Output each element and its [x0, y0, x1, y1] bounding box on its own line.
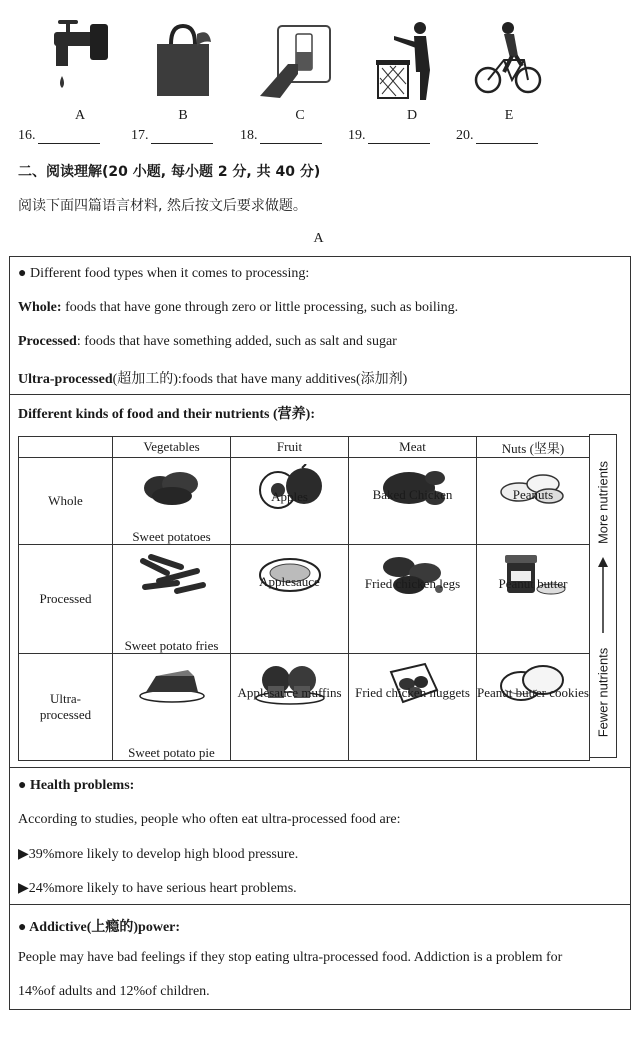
column-header-meat: Meat	[349, 437, 477, 458]
section-heading: 二、阅读理解(20 小题, 每小题 2 分, 共 40 分)	[18, 164, 321, 180]
health-point-heart: ▶24%more likely to have serious heart problems.	[18, 881, 297, 896]
blank-number-18: 18.	[240, 128, 258, 143]
food-peanut-butter: Peanut butter	[498, 576, 568, 591]
food-peanuts: Peanuts	[512, 487, 554, 502]
processed-term: Processed	[18, 334, 77, 349]
column-header-vegetables: Vegetables	[113, 437, 231, 458]
food-sweet-potato-pie: Sweet potato pie	[128, 745, 215, 760]
more-nutrients-label: More nutrients	[595, 460, 611, 545]
nutrients-table	[18, 436, 590, 761]
whole-def: foods that have gone through zero or little processing, such as boiling.	[61, 300, 459, 315]
section-instructions: 阅读下面四篇语言材料, 然后按文后要求做题。	[18, 198, 307, 214]
food-applesauce: Applesauce	[259, 574, 320, 589]
column-header-nuts: Nuts (坚果)	[477, 437, 590, 458]
passage-label: A	[313, 231, 324, 246]
table-corner	[19, 437, 113, 458]
nutrient-scale	[589, 434, 617, 758]
health-problems-box	[9, 767, 631, 905]
ultra-processed-def: (超加工的):foods that have many additives(添加剂)	[112, 372, 408, 387]
trash-bin-icon	[374, 20, 436, 102]
addictive-heading: ● Addictive(上瘾的)power:	[18, 920, 181, 935]
blank-number-20: 20.	[456, 128, 474, 143]
food-fried-chicken-nuggets: Fried chicken nuggets	[355, 685, 470, 700]
health-point-blood-pressure: ▶39%more likely to develop high blood pressure.	[18, 847, 299, 862]
light-switch-icon	[258, 24, 334, 102]
blank-number-19: 19.	[348, 128, 366, 143]
addictive-line-2: 14%of adults and 12%of children.	[18, 984, 210, 999]
blank-number-17: 17.	[131, 128, 149, 143]
column-header-fruit: Fruit	[231, 437, 349, 458]
whole-term: Whole:	[18, 300, 62, 315]
addictive-line-1: People may have bad feelings if they stop eating ultra-processed food. Addiction is a problem for	[18, 950, 563, 965]
processed-def: : foods that have something added, such as salt and sugar	[76, 334, 397, 349]
fewer-nutrients-label: Fewer nutrients	[595, 647, 611, 738]
nutrients-heading: Different kinds of food and their nutrients (营养):	[18, 407, 315, 422]
picture-label-b: B	[178, 108, 188, 123]
sweet-potato-pie-icon	[136, 660, 208, 704]
answer-blank-17[interactable]	[151, 129, 213, 144]
processing-intro: ● Different food types when it comes to processing:	[18, 266, 310, 281]
row-header-processed: Processed	[19, 545, 113, 654]
food-fried-chicken-legs: Fried chicken legs	[364, 576, 461, 591]
food-applesauce-muffins: Applesauce muffins	[237, 685, 342, 700]
sweet-potato-fries-icon	[137, 551, 207, 597]
row-header-whole: Whole	[19, 458, 113, 545]
bicycle-icon	[474, 20, 544, 100]
sweet-potatoes-icon	[140, 464, 204, 508]
food-peanut-butter-cookies: Peanut butter cookies	[477, 685, 589, 700]
picture-label-c: C	[295, 108, 305, 123]
whole-definition	[18, 300, 458, 316]
picture-label-a: A	[74, 108, 86, 123]
processed-definition	[18, 334, 397, 350]
food-sweet-potatoes: Sweet potatoes	[132, 529, 211, 544]
faucet-icon	[50, 20, 112, 96]
picture-label-d: D	[406, 108, 418, 123]
picture-label-e: E	[504, 108, 514, 123]
food-baked-chicken: Baked Chicken	[372, 487, 453, 502]
ultra-processed-term: Ultra-processed	[18, 372, 113, 387]
answer-blank-19[interactable]	[368, 129, 430, 144]
food-apples: Apples	[271, 489, 308, 504]
ultra-processed-definition	[18, 368, 407, 388]
addictive-power-box	[9, 904, 631, 1010]
answer-blank-20[interactable]	[476, 129, 538, 144]
food-sweet-potato-fries: Sweet potato fries	[124, 638, 219, 653]
shopping-bag-icon	[153, 24, 215, 100]
blank-number-16: 16.	[18, 128, 36, 143]
answer-blank-16[interactable]	[38, 129, 100, 144]
health-heading: ● Health problems:	[18, 778, 135, 793]
row-header-ultra-processed: Ultra-processed	[19, 654, 113, 761]
health-intro: According to studies, people who often eat ultra-processed food are:	[18, 812, 401, 827]
processing-types-box	[9, 256, 631, 395]
answer-blank-18[interactable]	[260, 129, 322, 144]
